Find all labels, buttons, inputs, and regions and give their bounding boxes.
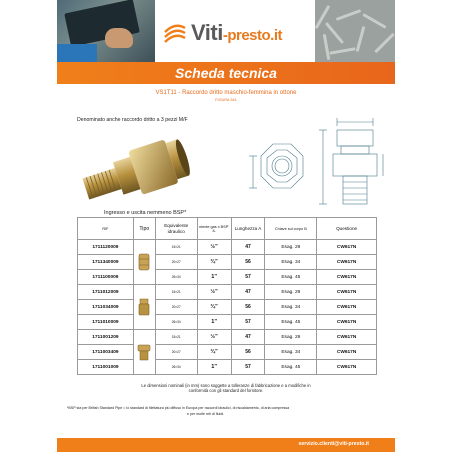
col-header-tipo: Tipo [133,218,155,240]
table-row [78,270,377,285]
cell-questione: CW617N [317,330,377,345]
cell-length: 47 [231,285,265,300]
title-bar [57,62,395,84]
col-header-key: Chiave sul corpo B [265,218,317,240]
fitting-thumbnail [138,298,150,316]
bsp-line-1: *BSP sta per British Standard Pipe = lo standard di filettatura più diffuso in Europa per raccordi idraulici, di riscaldamento, di aria compressa [67,406,290,410]
tolerance-note [57,383,395,394]
table-row [78,345,377,360]
cell-equiv: 20×27 [155,300,197,315]
spec-table [77,217,377,375]
cell-questione: CW617N [317,300,377,315]
footer-bar [57,438,395,452]
cell-gas: ¾" [197,300,231,315]
table-row [78,360,377,375]
thread-note: Ingresso e uscita nemmeno BSP* [104,210,187,216]
cell-length: 57 [231,315,265,330]
col-header-equiv: Equivalente idraulico [155,218,197,240]
cell-equiv: 26×34 [155,315,197,330]
cell-length: 47 [231,240,265,255]
logo-text: Viti-presto.it [191,20,282,45]
cell-ref: 1711034009 [78,300,134,315]
header-photo-screws [315,0,395,62]
table-row [78,240,377,255]
logo-icon [163,22,187,44]
table-header-row [78,218,377,240]
spec-sheet [57,0,395,452]
cell-key: Esag. 45 [265,270,317,285]
cell-length: 56 [231,300,265,315]
cell-ref: 1711010009 [78,315,134,330]
cell-key: Esag. 29 [265,240,317,255]
col-header-ref: RIF [78,218,134,240]
table-row [78,315,377,330]
header-banner [57,0,395,62]
cell-questione: CW617N [317,240,377,255]
cell-length: 56 [231,345,265,360]
cell-gas: 1" [197,360,231,375]
cell-equiv: 26×34 [155,360,197,375]
table-row [78,300,377,315]
fitting-thumbnail [138,253,150,271]
cell-gas: ½" [197,240,231,255]
product-photo [75,134,193,204]
cell-gas: ½" [197,285,231,300]
cell-key: Esag. 34 [265,300,317,315]
table-row [78,285,377,300]
cell-questione: CW617N [317,345,377,360]
cell-ref: 1711001209 [78,330,134,345]
fitting-thumbnail [137,343,151,361]
tolerance-line-2: conformità con gli standard del fornitore. [188,388,264,394]
page-title: Scheda tecnica [175,65,277,81]
cell-ref: 1711340009 [78,255,134,270]
cell-ref: 1711012009 [78,285,134,300]
cell-type-image [133,285,155,330]
cell-length: 47 [231,330,265,345]
cell-key: Esag. 34 [265,345,317,360]
cell-ref: 1711120009 [78,240,134,255]
cell-key: Esag. 45 [265,315,317,330]
cell-length: 57 [231,270,265,285]
col-header-length: Lunghezza A [231,218,265,240]
table-row [78,255,377,270]
cell-gas: ¾" [197,255,231,270]
header-photo-keyboard [57,0,155,62]
cell-length: 57 [231,360,265,375]
cell-ref: 1711003409 [78,345,134,360]
figura-label: FIGURA 341 [215,98,237,102]
cell-questione: CW617N [317,285,377,300]
product-subtitle: Denominato anche raccordo dritto a 3 pezzi M/F [77,117,188,123]
cell-type-image [133,240,155,285]
cell-gas: 1" [197,315,231,330]
cell-length: 56 [231,255,265,270]
bsp-note [67,406,385,418]
cell-key: Esag. 34 [265,255,317,270]
cell-equiv: 15×21 [155,240,197,255]
cell-questione: CW617N [317,270,377,285]
contact-email-link[interactable]: servizio.clienti@viti-presto.it [298,441,369,447]
table-row [78,330,377,345]
cell-key: Esag. 45 [265,360,317,375]
col-header-questione: Questione [317,218,377,240]
technical-drawing [197,112,393,212]
product-code-title: VS1T11 - Raccordo dritto maschio-femmina in ottone [155,90,297,96]
cell-ref: 1711001009 [78,360,134,375]
cell-equiv: 15×21 [155,285,197,300]
cell-gas: ½" [197,330,231,345]
cell-gas: 1" [197,270,231,285]
cell-equiv: 26×34 [155,270,197,285]
tolerance-line-1: Le dimensioni nominali (in mm) sono soggette a tolleranze di fabbricazione e a modifiche in [141,383,311,388]
cell-key: Esag. 29 [265,285,317,300]
cell-questione: CW617N [317,315,377,330]
cell-questione: CW617N [317,360,377,375]
cell-questione: CW617N [317,255,377,270]
cell-ref: 1711100009 [78,270,134,285]
bsp-line-2: e per molte reti di fluidi. [187,411,225,416]
cell-equiv: 15×21 [155,330,197,345]
col-header-gas: niente gas x BSP' IL [197,218,231,240]
cell-type-image [133,330,155,375]
cell-gas: ¾" [197,345,231,360]
logo[interactable] [155,0,315,62]
cell-equiv: 20×27 [155,345,197,360]
cell-key: Esag. 29 [265,330,317,345]
cell-equiv: 20×27 [155,255,197,270]
